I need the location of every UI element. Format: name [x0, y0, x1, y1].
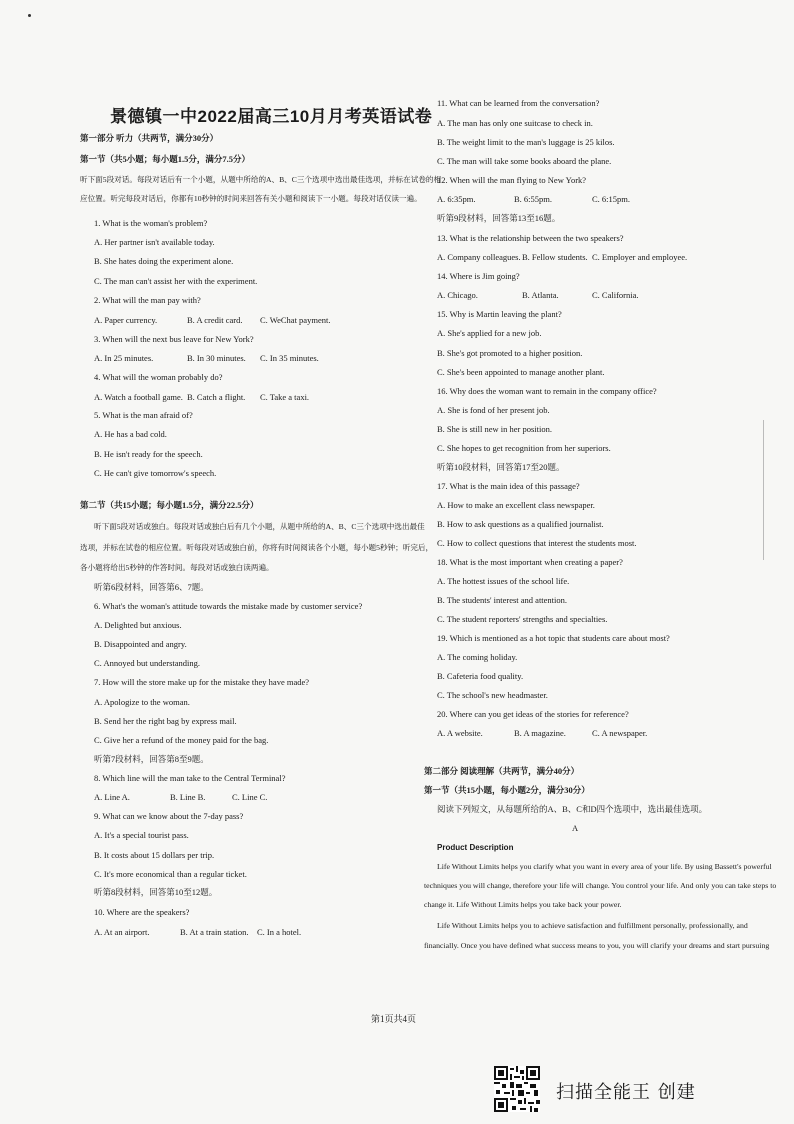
part2-header: 第二部分 阅读理解（共两节，满分40分） — [424, 766, 580, 776]
q10-option-b: B. At a train station. — [180, 927, 249, 937]
question-9: 9. What can we know about the 7-day pass? — [94, 811, 244, 821]
q5-option-c: C. He can't give tomorrow's speech. — [94, 468, 217, 478]
question-5: 5. What is the man afraid of? — [94, 410, 193, 420]
question-10: 10. Where are the speakers? — [94, 907, 190, 917]
q4-option-b: B. Catch a flight. — [187, 392, 246, 402]
section2-instructions: 听下面5段对话或独白。每段对话或独白后有几个小题，从题中所给的A、B、C三个选项中选出最佳 — [94, 522, 425, 531]
question-7: 7. How will the store make up for the mistake they have made? — [94, 677, 310, 687]
q9-option-b: B. It costs about 15 dollars per trip. — [94, 850, 215, 860]
q1-option-b: B. She hates doing the experiment alone. — [94, 256, 234, 266]
passage-para1-line3: change it. Life Without Limits helps you take back your power. — [424, 900, 622, 909]
q2-option-a: A. Paper currency. — [94, 315, 158, 325]
question-11: 11. What can be learned from the conversation? — [437, 98, 600, 108]
q3-option-a: A. In 25 minutes. — [94, 353, 154, 363]
passage-para2-line2: financially. Once you have defined what success means to you, you will clarify your dreams and start pursuing — [424, 941, 770, 950]
q7-option-a: A. Apologize to the woman. — [94, 697, 190, 707]
section2-material-6: 听第6段材料，回答第6、7题。 — [94, 582, 209, 592]
q18-option-b: B. The students' interest and attention. — [437, 595, 568, 605]
q2-option-c: C. WeChat payment. — [260, 315, 331, 325]
section2-material-9: 听第9段材料，回答第13至16题。 — [437, 213, 561, 223]
q11-option-c: C. The man will take some books aboard the plane. — [437, 156, 612, 166]
scan-edge-line — [763, 420, 764, 560]
q14-option-b: B. Atlanta. — [522, 290, 559, 300]
question-2: 2. What will the man pay with? — [94, 295, 201, 305]
q9-option-a: A. It's a special tourist pass. — [94, 830, 189, 840]
q1-option-c: C. The man can't assist her with the experiment. — [94, 276, 258, 286]
section2-instructions-cont: 选项，并标在试卷的相应位置。听每段对话或独白前，你将有时间阅读各个小题，每小题5秒钟；听完后， — [80, 543, 434, 552]
q15-option-a: A. She's applied for a new job. — [437, 328, 542, 338]
section2-header: 第二节（共15小题；每小题1.5分，满分22.5分） — [80, 500, 259, 510]
q15-option-c: C. She's been appointed to manage another plant. — [437, 367, 605, 377]
q17-option-a: A. How to make an excellent class newspaper. — [437, 500, 595, 510]
question-3: 3. When will the next bus leave for New York? — [94, 334, 254, 344]
passage-para1-line1: Life Without Limits helps you clarify what you want in every area of your life. By using Bassett's powerful — [437, 862, 772, 871]
q20-option-a: A. A website. — [437, 728, 483, 738]
q14-option-a: A. Chicago. — [437, 290, 478, 300]
q12-option-c: C. 6:15pm. — [592, 194, 631, 204]
q8-option-c: C. Line C. — [232, 792, 268, 802]
q11-option-a: A. The man has only one suitcase to check in. — [437, 118, 593, 128]
part2-instructions: 阅读下列短文，从每题所给的A、B、C和D四个选项中，选出最佳选项。 — [437, 804, 708, 814]
q17-option-c: C. How to collect questions that interest the students most. — [437, 538, 637, 548]
passage-para2-line1: Life Without Limits helps you to achieve satisfaction and fulfillment personally, professionally, and — [437, 921, 748, 930]
q9-option-c: C. It's more economical than a regular ticket. — [94, 869, 247, 879]
q10-option-c: C. In a hotel. — [257, 927, 302, 937]
question-1: 1. What is the woman's problem? — [94, 218, 208, 228]
scanner-watermark: 扫描全能王 创建 — [556, 1082, 696, 1103]
q16-option-a: A. She is fond of her present job. — [437, 405, 550, 415]
question-17: 17. What is the main idea of this passage? — [437, 481, 580, 491]
section2-instructions-end: 各小题将给出5秒钟的作答时间。每段对话或独白读两遍。 — [80, 563, 274, 572]
section1-instructions: 听下面5段对话。每段对话后有一个小题，从题中所给的A、B、C三个选项中选出最佳选项，并标在试卷的相 — [80, 175, 442, 184]
q19-option-a: A. The coming holiday. — [437, 652, 518, 662]
part2-section1-header: 第一节（共15小题，每小题2分，满分30分） — [424, 785, 590, 795]
qr-code-icon — [494, 1066, 540, 1112]
question-12: 12. When will the man flying to New York? — [437, 175, 587, 185]
question-15: 15. Why is Martin leaving the plant? — [437, 309, 562, 319]
passage-label: A — [572, 823, 579, 833]
q16-option-b: B. She is still new in her position. — [437, 424, 552, 434]
q8-option-a: A. Line A. — [94, 792, 130, 802]
q20-option-c: C. A newspaper. — [592, 728, 648, 738]
section2-material-10: 听第10段材料，回答第17至20题。 — [437, 462, 565, 472]
q7-option-b: B. Send her the right bag by express mail. — [94, 716, 237, 726]
q19-option-b: B. Cafeteria food quality. — [437, 671, 524, 681]
passage-title: Product Description — [437, 843, 514, 852]
q7-option-c: C. Give her a refund of the money paid for the bag. — [94, 735, 269, 745]
q6-option-c: C. Annoyed but understanding. — [94, 658, 201, 668]
q11-option-b: B. The weight limit to the man's luggage is 25 kilos. — [437, 137, 615, 147]
q2-option-b: B. A credit card. — [187, 315, 243, 325]
question-16: 16. Why does the woman want to remain in the company office? — [437, 386, 657, 396]
q10-option-a: A. At an airport. — [94, 927, 150, 937]
q19-option-c: C. The school's new headmaster. — [437, 690, 548, 700]
q3-option-c: C. In 35 minutes. — [260, 353, 319, 363]
section1-header: 第一节（共5小题；每小题1.5分，满分7.5分） — [80, 154, 251, 164]
q6-option-a: A. Delighted but anxious. — [94, 620, 182, 630]
q8-option-b: B. Line B. — [170, 792, 206, 802]
q12-option-a: A. 6:35pm. — [437, 194, 476, 204]
q12-option-b: B. 6:55pm. — [514, 194, 553, 204]
q16-option-c: C. She hopes to get recognition from her superiors. — [437, 443, 611, 453]
q3-option-b: B. In 30 minutes. — [187, 353, 246, 363]
question-19: 19. Which is mentioned as a hot topic that students care about most? — [437, 633, 670, 643]
q4-option-c: C. Take a taxi. — [260, 392, 310, 402]
q14-option-c: C. California. — [592, 290, 639, 300]
q1-option-a: A. Her partner isn't available today. — [94, 237, 215, 247]
q17-option-b: B. How to ask questions as a qualified journalist. — [437, 519, 604, 529]
q6-option-b: B. Disappointed and angry. — [94, 639, 187, 649]
q13-option-a: A. Company colleagues. — [437, 252, 521, 262]
q4-option-a: A. Watch a football game. — [94, 392, 183, 402]
part1-header: 第一部分 听力（共两节，满分30分） — [80, 133, 219, 143]
q18-option-a: A. The hottest issues of the school life. — [437, 576, 570, 586]
question-8: 8. Which line will the man take to the Central Terminal? — [94, 773, 286, 783]
passage-para1-line2: techniques you will change, therefore your life will change. You control your life. And only you can take steps to — [424, 881, 777, 890]
question-4: 4. What will the woman probably do? — [94, 372, 223, 382]
q13-option-b: B. Fellow students. — [522, 252, 588, 262]
question-14: 14. Where is Jim going? — [437, 271, 520, 281]
question-20: 20. Where can you get ideas of the stories for reference? — [437, 709, 629, 719]
question-13: 13. What is the relationship between the two speakers? — [437, 233, 624, 243]
question-6: 6. What's the woman's attitude towards the mistake made by customer service? — [94, 601, 363, 611]
section2-material-8: 听第8段材料，回答第10至12题。 — [94, 887, 218, 897]
section2-material-7: 听第7段材料，回答第8至9题。 — [94, 754, 209, 764]
page-number: 第1页共4页 — [371, 1014, 417, 1024]
q13-option-c: C. Employer and employee. — [592, 252, 688, 262]
page-title: 景德镇一中2022届高三10月月考英语试卷 — [110, 107, 433, 126]
q5-option-a: A. He has a bad cold. — [94, 429, 167, 439]
section1-instructions-cont: 应位置。听完每段对话后，你都有10秒钟的时间来回答有关小题和阅读下一小题。每段对话仅读一遍。 — [80, 194, 422, 203]
q20-option-b: B. A magazine. — [514, 728, 566, 738]
scan-speck — [28, 14, 31, 17]
q5-option-b: B. He isn't ready for the speech. — [94, 449, 203, 459]
q18-option-c: C. The student reporters' strengths and specialties. — [437, 614, 608, 624]
question-18: 18. What is the most important when creating a paper? — [437, 557, 623, 567]
q15-option-b: B. She's got promoted to a higher position. — [437, 348, 583, 358]
